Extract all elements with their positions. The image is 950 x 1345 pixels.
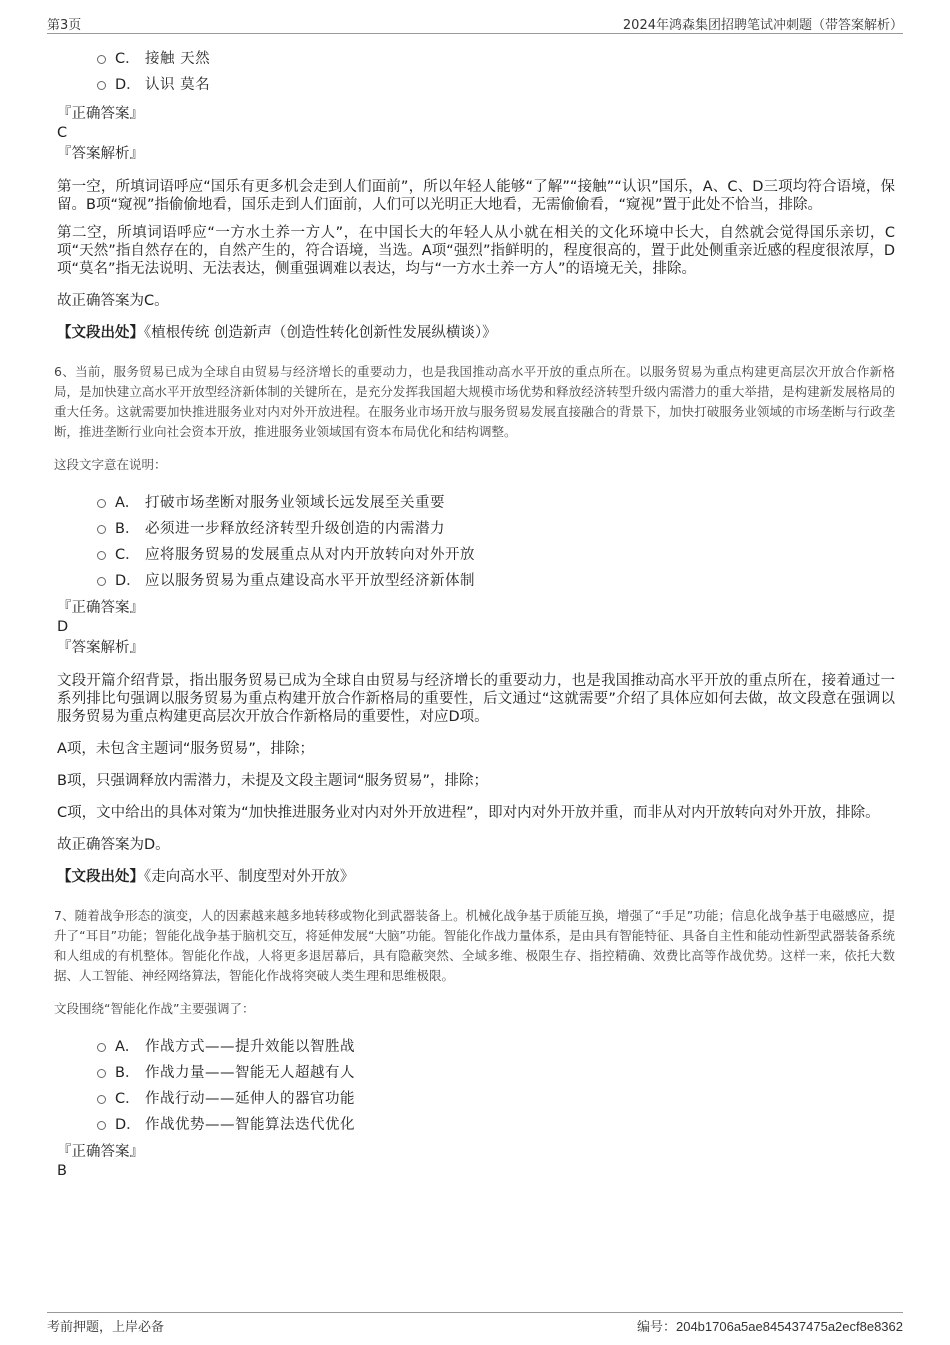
radio-icon[interactable] [97, 551, 106, 560]
q6-option-d[interactable]: D． 应以服务贸易为重点建设高水平开放型经济新体制 [97, 566, 895, 592]
footer-divider [47, 1312, 903, 1313]
q5-option-c[interactable]: C． 接触 天然 [97, 44, 895, 70]
q5-option-d[interactable]: D． 认识 莫名 [97, 70, 895, 96]
q7-option-d[interactable]: D． 作战优势——智能算法迭代优化 [97, 1110, 895, 1136]
q6-options [97, 488, 895, 592]
radio-icon[interactable] [97, 1069, 106, 1078]
q7-answer: B [57, 1163, 67, 1179]
q6-stem: 6、当前，服务贸易已成为全球自由贸易与经济增长的重要动力，也是我国推动高水平开放的重点所在。以服务贸易为重点构建更高层次开放合作新格局，是加快建立高水平开放型经济新体制的关键所在，是充分发挥我国超大规模市场优势和释放经济转型升级内需潜力的重大举措，是构建新发展格局的重大任务。这就需要加快推进服务业对内对外开放进程。在服务业市场开放与服务贸易发展直接融合的背景下，加快打破服务业领域的市场垄断与行政垄断，推进垄断行业向社会资本开放，推进服务业领域国有资本布局优化和结构调整。 [54, 364, 895, 439]
q6-analysis-c: C项，文中给出的具体对策为“加快推进服务业对内对外开放进程”，即对内对外开放并重，而非从对内开放转向对外开放，排除。 [57, 805, 880, 821]
radio-icon[interactable] [97, 525, 106, 534]
radio-icon[interactable] [97, 499, 106, 508]
q7-answer-label: 『正确答案』 [57, 1144, 144, 1160]
q6-option-b[interactable]: B． 必须进一步释放经济转型升级创造的内需潜力 [97, 514, 895, 540]
q6-conclusion: 故正确答案为D。 [57, 837, 170, 853]
q6-analysis-paragraph: 文段开篇介绍背景，指出服务贸易已成为全球自由贸易与经济增长的重要动力，也是我国推动高水平开放的重点所在，接着通过一系列排比句强调以服务贸易为重点构建开放合作新格局的重要性，后文通过“这就需要”介绍了具体应如何去做，故文段意在强调以服务贸易为重点构建更高层次开放合作新格局的重要性，对应D项。 [57, 673, 895, 725]
q5-analysis-label: 『答案解析』 [57, 146, 144, 162]
q7-stem: 7、随着战争形态的演变，人的因素越来越多地转移或物化到武器装备上。机械化战争基于质能互换，增强了“手足”功能；信息化战争基于电磁感应，提升了“耳目”功能；智能化战争基于脑机交互，将延伸发展“大脑”功能。智能化作战力量体系，是由具有智能特征、具备自主性和能动性新型武器装备系统和人组成的有机整体。智能化作战，人将更多退居幕后，具有隐蔽突然、全域多维、极限生存、指控精确、效费比高等作战优势。这样一来，依托大数据、人工智能、神经网络算法，智能化作战将突破人类生理和思维极限。 [54, 908, 895, 983]
q6-answer-label: 『正确答案』 [57, 600, 144, 616]
q6-analysis-a: A项，未包含主题词“服务贸易”，排除； [57, 741, 314, 757]
q6-prompt: 这段文字意在说明： [54, 457, 167, 472]
q6-source: 【文段出处】《走向高水平、制度型对外开放》 [57, 869, 355, 885]
q5-analysis-paragraph: 第一空，所填词语呼应“国乐有更多机会走到人们面前”，所以年轻人能够“了解”“接触”“认识”国乐，A、C、D三项均符合语境，保留。B项“窥视”指偷偷地看，国乐走到人们面前，人们可以光明正大地看，无需偷偷看，“窥视”置于此处不恰当，排除。 [57, 179, 895, 213]
q6-option-c[interactable]: C． 应将服务贸易的发展重点从对内开放转向对外开放 [97, 540, 895, 566]
q5-answer-label: 『正确答案』 [57, 106, 144, 122]
q6-answer: D [57, 619, 69, 635]
footer-slogan: 考前押题，上岸必备 [47, 1320, 165, 1335]
radio-icon[interactable] [97, 55, 106, 64]
radio-icon[interactable] [97, 1095, 106, 1104]
document-title: 2024年鸿森集团招聘笔试冲刺题（带答案解析） [622, 18, 903, 33]
q5-source: 【文段出处】《植根传统 创造新声（创造性转化创新性发展纵横谈）》 [57, 325, 497, 341]
header-divider [47, 33, 903, 34]
radio-icon[interactable] [97, 81, 106, 90]
q5-conclusion: 故正确答案为C。 [57, 293, 169, 309]
q5-answer: C [57, 125, 68, 141]
radio-icon[interactable] [97, 577, 106, 586]
q7-options [97, 1032, 895, 1136]
q6-analysis-b: B项，只强调释放内需潜力，未提及文段主题词“服务贸易”，排除； [57, 773, 488, 789]
radio-icon[interactable] [97, 1043, 106, 1052]
q6-analysis-label: 『答案解析』 [57, 640, 144, 656]
document-code: 编号：204b1706a5ae845437475a2ecf8e8362 [636, 1319, 903, 1335]
page-content [54, 42, 895, 1182]
q7-option-a[interactable]: A． 作战方式——提升效能以智胜战 [97, 1032, 895, 1058]
radio-icon[interactable] [97, 1121, 106, 1130]
q7-option-c[interactable]: C． 作战行动——延伸人的器官功能 [97, 1084, 895, 1110]
q7-prompt: 文段围绕“智能化作战”主要强调了： [54, 1001, 255, 1016]
q7-option-b[interactable]: B． 作战力量——智能无人超越有人 [97, 1058, 895, 1084]
q5-options [97, 44, 895, 96]
q5-analysis-paragraph: 第二空，所填词语呼应“一方水土养一方人”，在中国长大的年轻人从小就在相关的文化环境中长大，自然就会觉得国乐亲切，C项“天然”指自然存在的，自然产生的，符合语境，当选。A项“强烈”指鲜明的，程度很高的，置于此处侧重亲近感的程度很浓厚，D项“莫名”指无法说明、无法表达，侧重强调难以表达，均与“一方水土养一方人”的语境无关，排除。 [57, 225, 895, 277]
page-number: 第3页 [47, 18, 82, 33]
q6-option-a[interactable]: A． 打破市场垄断对服务业领域长远发展至关重要 [97, 488, 895, 514]
